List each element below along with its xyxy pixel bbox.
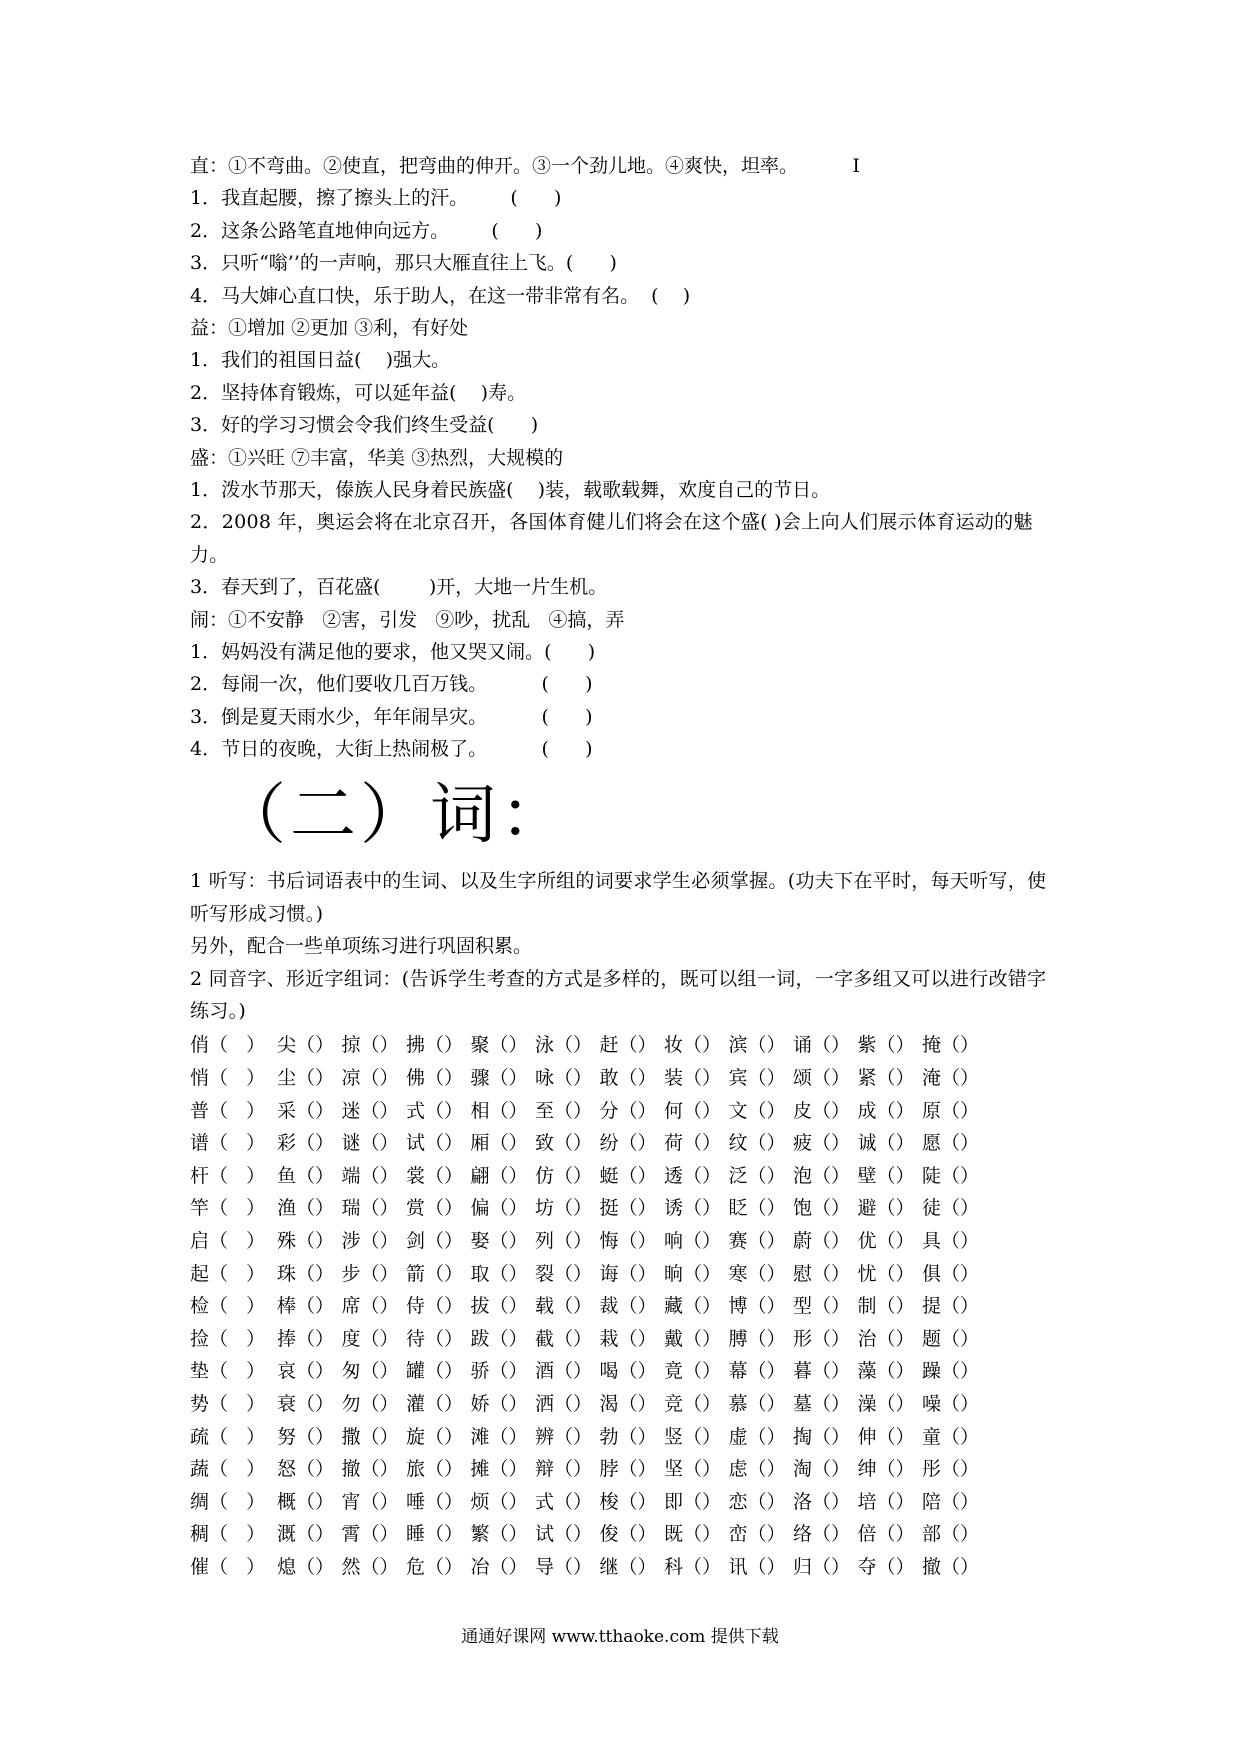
grid-cell: 稠（ ） bbox=[190, 1523, 266, 1546]
grid-row bbox=[190, 1192, 1060, 1225]
grid-cell: 纷（） bbox=[599, 1132, 657, 1155]
grid-cell: 部（） bbox=[922, 1523, 980, 1546]
grid-cell: 睡（） bbox=[406, 1523, 464, 1546]
grid-cell: 佛（） bbox=[406, 1067, 464, 1090]
grid-cell: 原（） bbox=[922, 1099, 980, 1122]
grid-cell: 归（） bbox=[793, 1555, 851, 1578]
text-line: 1．泼水节那天，傣族人民身着民族盛( )装，载歌载舞，欢度自己的节日。 bbox=[190, 478, 831, 501]
grid-cell: 洛（） bbox=[793, 1490, 851, 1513]
grid-cell: 分（） bbox=[599, 1099, 657, 1122]
grid-cell: 讯（） bbox=[728, 1555, 786, 1578]
grid-cell: 辨（） bbox=[535, 1425, 593, 1448]
grid-cell: 诱（） bbox=[664, 1197, 722, 1220]
grid-cell: 夺（） bbox=[857, 1555, 915, 1578]
grid-cell: 匆（） bbox=[341, 1360, 399, 1383]
grid-cell: 凉（） bbox=[341, 1067, 399, 1090]
grid-cell: 竞（） bbox=[664, 1393, 722, 1415]
text-line: 益：①增加 ②更加 ③利，有好处 bbox=[190, 316, 469, 339]
text-line: 2．这条公路笔直地伸向远方。 ( ) bbox=[190, 219, 543, 242]
grid-cell: 灌（） bbox=[406, 1393, 464, 1415]
grid-cell: 虑（） bbox=[728, 1458, 786, 1481]
grid-cell: 题（） bbox=[922, 1327, 980, 1350]
grid-row bbox=[190, 1029, 1060, 1062]
grid-cell: 烦（） bbox=[470, 1490, 528, 1513]
grid-cell: 勿（） bbox=[341, 1393, 399, 1415]
grid-cell: 悄（ ） bbox=[190, 1067, 266, 1090]
grid-cell: 澡（） bbox=[857, 1393, 915, 1415]
section-heading: （二）词： bbox=[220, 776, 570, 854]
grid-cell: 竿（ ） bbox=[190, 1197, 266, 1220]
grid-cell: 撤（） bbox=[922, 1555, 980, 1578]
grid-cell: 滨（） bbox=[728, 1034, 786, 1057]
grid-cell: 酒（） bbox=[535, 1360, 593, 1383]
grid-cell: 迷（） bbox=[341, 1099, 399, 1122]
grid-cell: 箭（） bbox=[406, 1262, 464, 1285]
grid-cell: 启（ ） bbox=[190, 1230, 266, 1253]
grid-cell: 起（ ） bbox=[190, 1262, 266, 1285]
grid-cell: 殊（） bbox=[277, 1230, 335, 1253]
grid-cell: 泡（） bbox=[793, 1164, 851, 1187]
text-line: 3．春天到了，百花盛( )开，大地一片生机。 bbox=[190, 576, 608, 599]
grid-cell: 荷（） bbox=[664, 1132, 722, 1155]
grid-cell: 截（） bbox=[535, 1327, 593, 1350]
grid-cell: 辩（） bbox=[535, 1458, 593, 1481]
text-line: 1．我直起腰，擦了擦头上的汗。 ( ) bbox=[190, 187, 562, 210]
grid-cell: 梭（） bbox=[599, 1490, 657, 1513]
grid-row bbox=[190, 1388, 1060, 1421]
grid-row bbox=[190, 1290, 1060, 1323]
grid-cell: 试（） bbox=[535, 1523, 593, 1546]
grid-cell: 淹（） bbox=[922, 1067, 980, 1090]
text-line: 1．妈妈没有满足他的要求，他又哭又闹。( ) bbox=[190, 640, 596, 663]
paragraph: 2 同音字、形近字组词：(告诉学生考查的方式是多样的，既可以组一词，一字多组又可以进行改错字练习。) bbox=[190, 967, 1047, 1023]
grid-cell: 竖（） bbox=[664, 1425, 722, 1448]
grid-cell: 藻（） bbox=[857, 1360, 915, 1383]
grid-cell: 墓（） bbox=[793, 1393, 851, 1415]
grid-cell: 陡（） bbox=[922, 1164, 980, 1187]
grid-cell: 坚（） bbox=[664, 1458, 722, 1481]
paragraph: 2．2008 年，奥运会将在北京召开，各国体育健儿们将会在这个盛( )会上向人们展示体育运动的魅力。 bbox=[190, 511, 1033, 566]
text-line: 闹：①不安静 ②害，引发 ⑨吵，扰乱 ④搞，弄 bbox=[190, 608, 625, 631]
grid-cell: 骤（） bbox=[470, 1067, 528, 1090]
grid-cell: 诵（） bbox=[793, 1034, 851, 1057]
grid-cell: 翩（） bbox=[470, 1164, 528, 1187]
grid-cell: 珠（） bbox=[277, 1262, 335, 1285]
grid-cell: 熄（） bbox=[277, 1555, 335, 1578]
grid-cell: 俱（） bbox=[922, 1262, 980, 1285]
text-line: 4．马大婶心直口快，乐于助人，在这一带非常有名。 ( ) bbox=[190, 284, 691, 307]
grid-cell: 垫（ ） bbox=[190, 1360, 266, 1383]
grid-cell: 疏（ ） bbox=[190, 1425, 266, 1448]
grid-cell: 疲（） bbox=[793, 1132, 851, 1155]
grid-cell: 饱（） bbox=[793, 1197, 851, 1220]
grid-cell: 步（） bbox=[341, 1262, 399, 1285]
grid-cell: 慕（） bbox=[728, 1393, 786, 1415]
footer-credit: 通通好课网 www.tthaoke.com 提供下载 bbox=[461, 1627, 779, 1647]
grid-cell: 既（） bbox=[664, 1523, 722, 1546]
text-line: 4．节日的夜晚，大街上热闹极了。 ( ) bbox=[190, 738, 593, 761]
grid-cell: 躁（） bbox=[922, 1360, 980, 1383]
grid-cell: 紧（） bbox=[857, 1067, 915, 1090]
grid-cell: 仿（） bbox=[535, 1164, 593, 1187]
grid-cell: 透（） bbox=[664, 1164, 722, 1187]
grid-cell: 掠（） bbox=[341, 1034, 399, 1057]
grid-cell: 聚（） bbox=[470, 1034, 528, 1057]
grid-cell: 席（） bbox=[341, 1295, 399, 1318]
grid-cell: 普（ ） bbox=[190, 1099, 266, 1122]
grid-cell: 衰（） bbox=[277, 1393, 335, 1415]
grid-cell: 诚（） bbox=[857, 1132, 915, 1155]
grid-cell: 彤（） bbox=[922, 1458, 980, 1481]
grid-cell: 形（） bbox=[793, 1327, 851, 1350]
grid-cell: 冶（） bbox=[470, 1555, 528, 1578]
grid-cell: 然（） bbox=[341, 1555, 399, 1578]
grid-cell: 赏（） bbox=[406, 1197, 464, 1220]
text-line: 1．我们的祖国日益( )强大。 bbox=[190, 349, 451, 372]
grid-cell: 培（） bbox=[857, 1490, 915, 1513]
text-line: 另外，配合一些单项练习进行巩固积累。 bbox=[190, 935, 533, 958]
grid-row bbox=[190, 1160, 1060, 1193]
grid-cell: 载（） bbox=[535, 1295, 593, 1318]
grid-cell: 峦（） bbox=[728, 1523, 786, 1546]
grid-cell: 皮（） bbox=[793, 1099, 851, 1122]
grid-cell: 具（） bbox=[922, 1230, 980, 1253]
grid-cell: 晌（） bbox=[664, 1262, 722, 1285]
grid-cell: 式（） bbox=[535, 1490, 593, 1513]
grid-cell: 暮（） bbox=[793, 1360, 851, 1383]
grid-cell: 采（） bbox=[277, 1099, 335, 1122]
grid-cell: 唾（） bbox=[406, 1490, 464, 1513]
grid-cell: 壁（） bbox=[857, 1164, 915, 1187]
grid-cell: 怒（） bbox=[277, 1458, 335, 1481]
grid-cell: 式（） bbox=[406, 1099, 464, 1122]
grid-cell: 捡（ ） bbox=[190, 1327, 266, 1350]
grid-cell: 待（） bbox=[406, 1327, 464, 1350]
grid-cell: 栽（） bbox=[599, 1327, 657, 1350]
grid-cell: 霄（） bbox=[341, 1523, 399, 1546]
grid-cell: 拔（） bbox=[470, 1295, 528, 1318]
grid-cell: 恋（） bbox=[728, 1490, 786, 1513]
grid-cell: 治（） bbox=[857, 1327, 915, 1350]
grid-cell: 导（） bbox=[535, 1555, 593, 1578]
grid-cell: 掏（） bbox=[793, 1425, 851, 1448]
grid-cell: 徒（） bbox=[922, 1197, 980, 1220]
grid-cell: 愿（） bbox=[922, 1132, 980, 1155]
grid-cell: 颂（） bbox=[793, 1067, 851, 1090]
grid-cell: 科（） bbox=[664, 1555, 722, 1578]
text-line: 3．只听“嗡’’的一声响，那只大雁直往上飞。( ) bbox=[190, 252, 617, 275]
grid-cell: 敢（） bbox=[599, 1067, 657, 1090]
grid-cell: 坊（） bbox=[535, 1197, 593, 1220]
grid-row bbox=[190, 1421, 1060, 1454]
grid-cell: 俏（ ） bbox=[190, 1034, 266, 1057]
grid-cell: 赶（） bbox=[599, 1034, 657, 1057]
grid-cell: 捧（） bbox=[277, 1327, 335, 1350]
grid-cell: 噪（） bbox=[922, 1393, 980, 1415]
grid-cell: 悔（） bbox=[599, 1230, 657, 1253]
grid-cell: 何（） bbox=[664, 1099, 722, 1122]
grid-cell: 尖（） bbox=[277, 1034, 335, 1057]
grid-cell: 紫（） bbox=[857, 1034, 915, 1057]
grid-cell: 摊（） bbox=[470, 1458, 528, 1481]
grid-cell: 掩（） bbox=[922, 1034, 980, 1057]
grid-cell: 忧（） bbox=[857, 1262, 915, 1285]
grid-cell: 端（） bbox=[341, 1164, 399, 1187]
grid-cell: 蜓（） bbox=[599, 1164, 657, 1187]
grid-row bbox=[190, 1355, 1060, 1388]
grid-cell: 蔬（ ） bbox=[190, 1458, 266, 1481]
grid-cell: 绸（ ） bbox=[190, 1490, 266, 1513]
grid-cell: 喝（） bbox=[599, 1360, 657, 1383]
grid-cell: 文（） bbox=[728, 1099, 786, 1122]
worksheet-content bbox=[190, 150, 1060, 1584]
grid-cell: 罐（） bbox=[406, 1360, 464, 1383]
grid-cell: 渔（） bbox=[277, 1197, 335, 1220]
grid-cell: 即（） bbox=[664, 1490, 722, 1513]
text-line: 直：①不弯曲。②使直，把弯曲的伸开。③一个劲儿地。④爽快，坦率。 I bbox=[190, 155, 860, 177]
grid-cell: 列（） bbox=[535, 1230, 593, 1253]
grid-row bbox=[190, 1453, 1060, 1486]
grid-cell: 慰（） bbox=[793, 1262, 851, 1285]
grid-cell: 幕（） bbox=[728, 1360, 786, 1383]
grid-cell: 骄（） bbox=[470, 1360, 528, 1383]
grid-cell: 妆（） bbox=[664, 1034, 722, 1057]
grid-cell: 膊（） bbox=[728, 1327, 786, 1350]
grid-cell: 偏（） bbox=[470, 1197, 528, 1220]
grid-cell: 至（） bbox=[535, 1099, 593, 1122]
text-line: 2．坚持体育锻炼，可以延年益( )寿。 bbox=[190, 381, 527, 404]
grid-cell: 装（） bbox=[664, 1067, 722, 1090]
grid-row bbox=[190, 1062, 1060, 1095]
grid-cell: 棒（） bbox=[277, 1295, 335, 1318]
grid-cell: 努（） bbox=[277, 1425, 335, 1448]
grid-row bbox=[190, 1518, 1060, 1551]
grid-cell: 娶（） bbox=[470, 1230, 528, 1253]
grid-cell: 赛（） bbox=[728, 1230, 786, 1253]
grid-cell: 泳（） bbox=[535, 1034, 593, 1057]
text-line: 2．每闹一次，他们要收几百万钱。 ( ) bbox=[190, 673, 593, 696]
grid-cell: 蔚（） bbox=[793, 1230, 851, 1253]
grid-cell: 裂（） bbox=[535, 1262, 593, 1285]
text-line: 3．好的学习习惯会令我们终生受益( ) bbox=[190, 414, 539, 437]
grid-cell: 厢（） bbox=[470, 1132, 528, 1155]
paragraph: 1 听写：书后词语表中的生词、以及生字所组的词要求学生必须掌握。(功夫下在平时，每天听写，使听写形成习惯。) bbox=[190, 870, 1047, 925]
grid-row bbox=[190, 1258, 1060, 1291]
grid-cell: 络（） bbox=[793, 1523, 851, 1546]
grid-cell: 提（） bbox=[922, 1295, 980, 1318]
grid-cell: 竟（） bbox=[664, 1360, 722, 1383]
grid-cell: 撒（） bbox=[341, 1425, 399, 1448]
grid-row bbox=[190, 1225, 1060, 1258]
grid-cell: 检（ ） bbox=[190, 1295, 266, 1318]
grid-cell: 谱（ ） bbox=[190, 1132, 266, 1155]
grid-cell: 溉（） bbox=[277, 1523, 335, 1546]
text-line: 盛：①兴旺 ⑦丰富，华美 ③热烈，大规模的 bbox=[190, 446, 564, 469]
grid-cell: 继（） bbox=[599, 1555, 657, 1578]
grid-cell: 淘（） bbox=[793, 1458, 851, 1481]
grid-cell: 滩（） bbox=[470, 1425, 528, 1448]
grid-cell: 俊（） bbox=[599, 1523, 657, 1546]
grid-cell: 裁（） bbox=[599, 1295, 657, 1318]
grid-cell: 试（） bbox=[406, 1132, 464, 1155]
grid-cell: 挺（） bbox=[599, 1197, 657, 1220]
grid-cell: 勃（） bbox=[599, 1425, 657, 1448]
grid-cell: 瑞（） bbox=[341, 1197, 399, 1220]
grid-cell: 旅（） bbox=[406, 1458, 464, 1481]
grid-row bbox=[190, 1127, 1060, 1160]
grid-cell: 谜（） bbox=[341, 1132, 399, 1155]
grid-cell: 伸（） bbox=[857, 1425, 915, 1448]
grid-cell: 绅（） bbox=[857, 1458, 915, 1481]
grid-cell: 型（） bbox=[793, 1295, 851, 1318]
grid-cell: 取（） bbox=[470, 1262, 528, 1285]
grid-cell: 拂（） bbox=[406, 1034, 464, 1057]
grid-cell: 相（） bbox=[470, 1099, 528, 1122]
grid-cell: 娇（） bbox=[470, 1393, 528, 1415]
grid-cell: 避（） bbox=[857, 1197, 915, 1220]
grid-row bbox=[190, 1323, 1060, 1356]
grid-cell: 诲（） bbox=[599, 1262, 657, 1285]
grid-cell: 虚（） bbox=[728, 1425, 786, 1448]
grid-cell: 博（） bbox=[728, 1295, 786, 1318]
grid-cell: 杆（ ） bbox=[190, 1164, 266, 1187]
grid-cell: 寒（） bbox=[728, 1262, 786, 1285]
grid-cell: 裳（） bbox=[406, 1164, 464, 1187]
grid-cell: 涉（） bbox=[341, 1230, 399, 1253]
grid-cell: 危（） bbox=[406, 1555, 464, 1578]
grid-cell: 咏（） bbox=[535, 1067, 593, 1090]
grid-cell: 撤（） bbox=[341, 1458, 399, 1481]
grid-cell: 哀（） bbox=[277, 1360, 335, 1383]
grid-cell: 眨（） bbox=[728, 1197, 786, 1220]
grid-cell: 致（） bbox=[535, 1132, 593, 1155]
grid-cell: 尘（） bbox=[277, 1067, 335, 1090]
grid-cell: 渴（） bbox=[599, 1393, 657, 1415]
grid-cell: 宾（） bbox=[728, 1067, 786, 1090]
grid-cell: 繁（） bbox=[470, 1523, 528, 1546]
grid-cell: 洒（） bbox=[535, 1393, 593, 1415]
grid-row bbox=[190, 1486, 1060, 1519]
grid-cell: 童（） bbox=[922, 1425, 980, 1448]
grid-cell: 侍（） bbox=[406, 1295, 464, 1318]
text-line: 3．倒是夏天雨水少，年年闹旱灾。 ( ) bbox=[190, 705, 593, 728]
grid-cell: 响（） bbox=[664, 1230, 722, 1253]
grid-cell: 鱼（） bbox=[277, 1164, 335, 1187]
grid-cell: 优（） bbox=[857, 1230, 915, 1253]
grid-cell: 制（） bbox=[857, 1295, 915, 1318]
grid-cell: 催（ ） bbox=[190, 1555, 266, 1578]
grid-row bbox=[190, 1551, 1060, 1584]
grid-cell: 旋（） bbox=[406, 1425, 464, 1448]
character-grid bbox=[190, 1029, 1060, 1583]
grid-cell: 度（） bbox=[341, 1327, 399, 1350]
grid-cell: 脖（） bbox=[599, 1458, 657, 1481]
grid-cell: 彩（） bbox=[277, 1132, 335, 1155]
grid-cell: 宵（） bbox=[341, 1490, 399, 1513]
grid-cell: 剑（） bbox=[406, 1230, 464, 1253]
grid-cell: 纹（） bbox=[728, 1132, 786, 1155]
grid-row bbox=[190, 1095, 1060, 1128]
grid-cell: 成（） bbox=[857, 1099, 915, 1122]
grid-cell: 倍（） bbox=[857, 1523, 915, 1546]
grid-cell: 陪（） bbox=[922, 1490, 980, 1513]
grid-cell: 戴（） bbox=[664, 1327, 722, 1350]
grid-cell: 跋（） bbox=[470, 1327, 528, 1350]
grid-cell: 概（） bbox=[277, 1490, 335, 1513]
grid-cell: 藏（） bbox=[664, 1295, 722, 1318]
grid-cell: 势（ ） bbox=[190, 1393, 266, 1415]
grid-cell: 泛（） bbox=[728, 1164, 786, 1187]
